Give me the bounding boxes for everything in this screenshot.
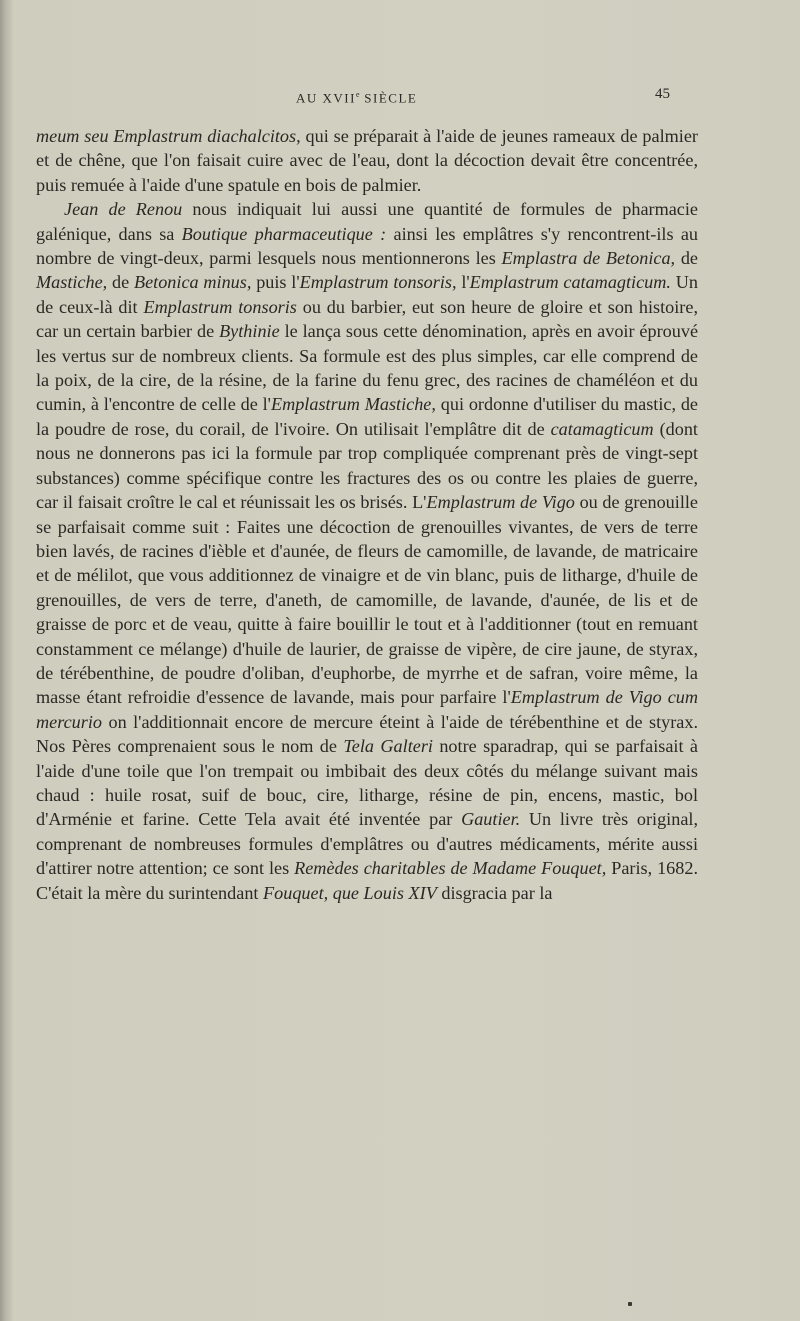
text-run: nous indiquait lui aussi une quantité de formules de pharmacie galénique, dans sa [36,199,698,244]
italic-text: Emplastrum tonsoris, [299,272,457,293]
italic-text: que Louis XIV [332,882,437,903]
italic-text: Emplastrum tonsoris [143,296,297,317]
italic-text: catamagticum [550,418,654,439]
italic-text: Gautier. [461,809,521,830]
italic-text: meum seu Emplastrum diachalcitos, [36,126,301,146]
text-run: disgracia par la [436,882,553,903]
italic-text: Bythinie [219,321,280,342]
text-run: Un livre très original, comprenant de nombreuses formules d'emplâtres ou d'autres médicaments, mérite aussi d'attirer notre attention; ce sont les [36,809,698,879]
italic-text: Fouquet, [263,882,329,903]
italic-text: Boutique pharmaceutique : [181,223,387,244]
italic-text: Emplastra de Betonica, [501,248,676,269]
italic-text: Emplastrum de Vigo [426,492,575,513]
text-run: ou du barbier, eut son heure de gloire et son histoire, car un certain barbier de [36,296,698,342]
text-run: qui ordonne d'utiliser du mastic, de la poudre de rose, du corail, de l'ivoire. On utilisait l'emplâtre dit de [36,394,698,439]
text-run: notre sparadrap, qui se parfaisait à l'aide d'une toile que l'on trempait ou imbibait des deux côtés du mélange suivant mais chaud : huile rosat, suif de bouc, cire, litharge, résine de pin, encens, mastic, bol d'Arménie et farine. Cette Tela avait été inventée par [36,736,699,830]
running-title: AU XVIIe SIÈCLE [296,90,418,106]
paragraph-1 [36,124,698,197]
text-run: l' [456,272,470,293]
text-run: le lança sous cette dénomination, après en avoir éprouvé les vertus sur de nombreux clients. Sa formule est des plus simples, car elle comprend de la poix, de la cire, de la résine, de la farine du fenu grec, des racines de chaméléon et du cumin, à l'encontre de celle de l' [36,321,699,415]
text-run: Paris, 1682. C'était la mère du surintendant [36,858,699,903]
page-header [0,86,800,110]
text-run: ainsi les emplâtres s'y rencontrent-ils au nombre de vingt-deux, parmi lesquels nous mentionnerons les [36,223,699,269]
italic-text: Jean de Renou [64,199,183,220]
page-mark [628,1302,632,1306]
text-run: de [107,272,134,293]
text-run: Un de ceux-là dit [36,272,698,317]
italic-text: Betonica minus, [133,272,252,293]
text-run: qui se préparait à l'aide de jeunes rameaux de palmier et de chêne, que l'on faisait cuire avec de l'eau, dont la décoction devait être concentrée, puis remuée à l'aide d'une spatule en bois de palmier. [36,126,698,195]
italic-text: Mastiche, [36,272,108,293]
italic-text: Emplastrum catamagticum. [469,272,671,293]
italic-text: Tela Galteri [343,736,433,757]
text-run: (dont nous ne donnerons pas ici la formule par trop compliquée comprenant près de vingt-sept substances) comme spécifique contre les fractures des os ou contre les plaies de guerre, car il faisait croître le cal et réunissait les os brisés. L' [36,418,698,513]
text-run: puis l' [251,272,300,293]
body-text [36,124,698,905]
text-run: ou de grenouille se parfaisait comme suit : Faites une décoction de grenouilles vivantes, de vers de terre bien lavés, de racines d'ièble et d'aunée, de fleurs de camomille, de lavande, de matricaire et de mélilot, que vous additionnez de vinaigre et de vin blanc, puis de litharge, d'huile de grenouilles, de vers de terre, d'aneth, de camomille, de lavande, d'aunée, de lis et de graisse de porc et de veau, quitte à faire bouillir le tout et à l'additionner (tout en remuant constamment ce mélange) d'huile de laurier, de graisse de vipère, de cire jaune, de styrax, de térébenthine, de poudre d'oliban, d'euphorbe, de myrrhe et de safran, voire même, la masse étant refroidie d'essence de lavande, mais pour parfaire l' [36,492,699,708]
page-number: 45 [655,86,670,102]
italic-text: Emplastrum Mastiche, [270,394,436,415]
text-run: on l'additionnait encore de mercure éteint à l'aide de térébenthine et de styrax. Nos Pères comprenaient sous le nom de [36,711,698,757]
text-run: de [675,248,698,269]
italic-text: Emplastrum de Vigo cum mercurio [36,687,698,732]
italic-text: Remèdes charitables de Madame Fouquet, [294,858,607,879]
paragraph-2 [36,197,698,905]
